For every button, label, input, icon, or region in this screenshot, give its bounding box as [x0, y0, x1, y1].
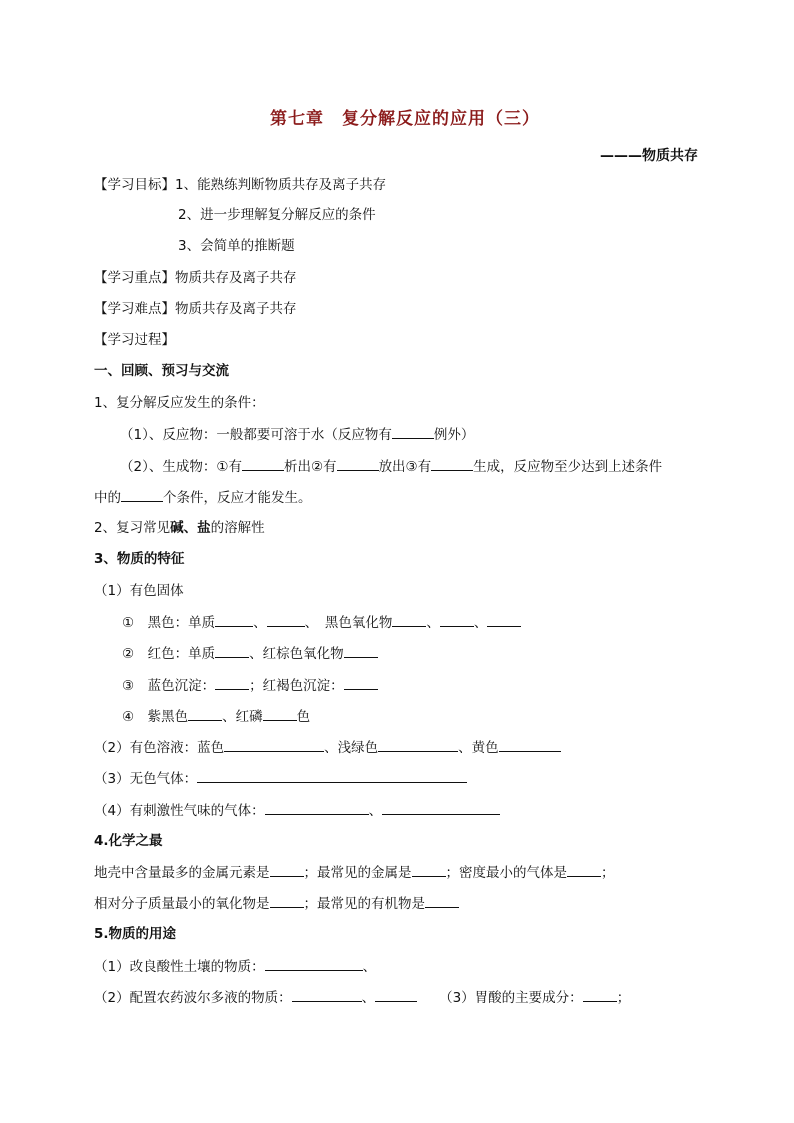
answer-blank[interactable]	[292, 987, 362, 1002]
answer-blank[interactable]	[499, 737, 561, 752]
answer-blank[interactable]	[487, 612, 521, 627]
answer-blank[interactable]	[224, 737, 324, 752]
learning-process: 【学习过程】	[94, 332, 175, 348]
answer-blank[interactable]	[412, 862, 446, 877]
goal-item: 1、能熟练判断物质共存及离子共存	[175, 177, 387, 193]
s1-q1-reactant: （1）、反应物：一般都要可溶于水（反应物有 例外）	[120, 424, 474, 445]
answer-blank[interactable]	[392, 424, 434, 439]
s1-q1-product: （2）、生成物：①有 析出②有 放出③有 生成，反应物至少达到上述条件	[120, 456, 662, 477]
answer-blank[interactable]	[121, 487, 163, 502]
answer-blank[interactable]	[197, 768, 467, 783]
answer-blank[interactable]	[267, 612, 305, 627]
answer-blank[interactable]	[392, 612, 426, 627]
uses-line-2: （2）配置农药波尔多液的物质： 、 （3）胃酸的主要成分： ；	[94, 987, 630, 1008]
learning-difficulty: 【学习难点】物质共存及离子共存	[94, 301, 297, 317]
section-4-heading: 4.化学之最	[94, 833, 163, 849]
learning-focus: 【学习重点】物质共存及离子共存	[94, 270, 297, 286]
answer-blank[interactable]	[344, 643, 378, 658]
answer-blank[interactable]	[270, 893, 304, 908]
s1-q1-product-cont: 中的 个条件，反应才能发生。	[94, 487, 312, 508]
answer-blank[interactable]	[270, 862, 304, 877]
answer-blank[interactable]	[431, 456, 473, 471]
learning-goals-line-3	[178, 236, 295, 256]
answer-blank[interactable]	[188, 706, 222, 721]
chem-extremes-line-2: 相对分子质量最小的氧化物是 ；最常见的有机物是	[94, 893, 459, 914]
answer-blank[interactable]	[215, 612, 253, 627]
learning-goals-line-2	[178, 205, 376, 225]
colorless-gas-line: （3）无色气体：	[94, 768, 467, 789]
colored-solid-heading: （1）有色固体	[94, 583, 184, 599]
answer-blank[interactable]	[263, 706, 297, 721]
answer-blank[interactable]	[215, 643, 249, 658]
section-5-heading: 5.物质的用途	[94, 926, 177, 942]
answer-blank[interactable]	[440, 612, 474, 627]
black-solids-line: ① 黑色：单质 、 、 黑色氧化物 、 、	[122, 612, 521, 633]
s1-question-2: 2、复习常见碱、盐的溶解性	[94, 520, 265, 536]
answer-blank[interactable]	[583, 987, 617, 1002]
page-title: 第七章 复分解反应的应用（三）	[270, 109, 540, 129]
answer-blank[interactable]	[375, 987, 417, 1002]
page-subtitle: ———物质共存	[600, 148, 698, 164]
uses-line-1: （1）改良酸性土壤的物质： 、	[94, 956, 376, 977]
odor-gas-line: （4）有刺激性气味的气体： 、	[94, 800, 500, 821]
answer-blank[interactable]	[378, 737, 458, 752]
answer-blank[interactable]	[337, 456, 379, 471]
learning-goals-line-1	[94, 175, 386, 195]
goal-item: 3、会简单的推断题	[178, 238, 295, 254]
section-1-heading: 一、回顾、预习与交流	[94, 363, 229, 379]
goals-label: 【学习目标】	[94, 177, 175, 193]
answer-blank[interactable]	[265, 956, 363, 971]
colored-solutions-line: （2）有色溶液：蓝色 、浅绿色 、黄色	[94, 737, 561, 758]
s1-question-1: 1、复分解反应发生的条件：	[94, 395, 265, 411]
purple-solids-line: ④ 紫黑色 、红磷 色	[122, 706, 310, 727]
answer-blank[interactable]	[382, 800, 500, 815]
answer-blank[interactable]	[344, 675, 378, 690]
answer-blank[interactable]	[265, 800, 369, 815]
answer-blank[interactable]	[242, 456, 284, 471]
s1-question-3: 3、物质的特征	[94, 551, 185, 567]
answer-blank[interactable]	[215, 675, 249, 690]
answer-blank[interactable]	[425, 893, 459, 908]
red-solids-line: ② 红色：单质 、红棕色氧化物	[122, 643, 378, 664]
goal-item: 2、进一步理解复分解反应的条件	[178, 207, 376, 223]
answer-blank[interactable]	[567, 862, 601, 877]
chem-extremes-line-1: 地壳中含量最多的金属元素是 ；最常见的金属是 ；密度最小的气体是 ；	[94, 862, 615, 883]
precipitates-line: ③ 蓝色沉淀： ；红褐色沉淀：	[122, 675, 378, 696]
